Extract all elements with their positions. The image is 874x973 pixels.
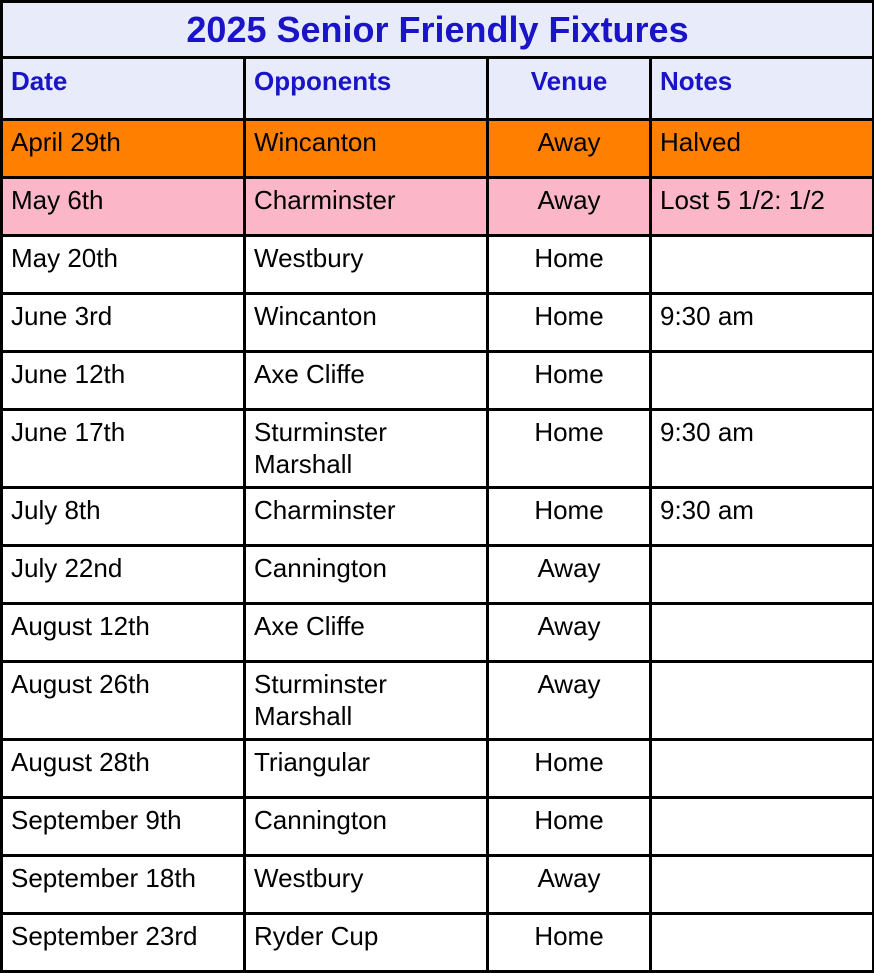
table-row [2,662,874,740]
cell-date: August 12th [2,604,245,662]
cell-opponents: Westbury [245,236,488,294]
cell-opponents: Westbury [245,856,488,914]
cell-notes: Halved [651,120,874,178]
cell-opponents: Cannington [245,546,488,604]
cell-opponents: Charminster [245,488,488,546]
cell-opponents: Wincanton [245,120,488,178]
cell-notes [651,236,874,294]
cell-notes: 9:30 am [651,488,874,546]
cell-date: June 3rd [2,294,245,352]
cell-date: July 8th [2,488,245,546]
header-venue: Venue [488,58,651,120]
cell-date: September 18th [2,856,245,914]
table-title: 2025 Senior Friendly Fixtures [2,2,874,58]
header-notes: Notes [651,58,874,120]
cell-venue: Home [488,488,651,546]
cell-venue: Home [488,798,651,856]
cell-venue: Home [488,352,651,410]
table-row [2,294,874,352]
cell-date: June 17th [2,410,245,488]
table-row [2,178,874,236]
cell-notes [651,352,874,410]
cell-notes: 9:30 am [651,410,874,488]
table-row [2,546,874,604]
cell-venue: Away [488,546,651,604]
table-row [2,120,874,178]
table-row [2,352,874,410]
cell-venue: Home [488,740,651,798]
header-row [2,58,874,120]
table-row [2,604,874,662]
cell-date: June 12th [2,352,245,410]
cell-opponents: Axe Cliffe [245,352,488,410]
cell-notes [651,856,874,914]
cell-venue: Away [488,120,651,178]
header-date: Date [2,58,245,120]
cell-opponents: Ryder Cup [245,914,488,972]
cell-opponents: Sturminster Marshall [245,410,488,488]
cell-notes: 9:30 am [651,294,874,352]
cell-venue: Home [488,236,651,294]
cell-opponents: Axe Cliffe [245,604,488,662]
cell-date: May 6th [2,178,245,236]
cell-venue: Away [488,178,651,236]
table-row [2,798,874,856]
cell-notes [651,740,874,798]
table-row [2,488,874,546]
cell-notes [651,914,874,972]
table-row [2,410,874,488]
cell-date: May 20th [2,236,245,294]
table-row [2,856,874,914]
cell-opponents: Sturminster Marshall [245,662,488,740]
title-row [2,2,874,58]
cell-venue: Home [488,410,651,488]
cell-date: September 23rd [2,914,245,972]
cell-venue: Away [488,856,651,914]
cell-opponents: Triangular [245,740,488,798]
cell-notes [651,662,874,740]
cell-notes [651,604,874,662]
cell-notes [651,546,874,604]
header-opponents: Opponents [245,58,488,120]
cell-notes [651,798,874,856]
cell-date: July 22nd [2,546,245,604]
cell-opponents: Cannington [245,798,488,856]
cell-venue: Home [488,914,651,972]
table-row [2,740,874,798]
cell-date: April 29th [2,120,245,178]
cell-date: August 26th [2,662,245,740]
cell-date: September 9th [2,798,245,856]
cell-date: August 28th [2,740,245,798]
table-row [2,236,874,294]
cell-venue: Away [488,662,651,740]
table-row [2,914,874,972]
cell-opponents: Wincanton [245,294,488,352]
cell-opponents: Charminster [245,178,488,236]
cell-venue: Away [488,604,651,662]
cell-venue: Home [488,294,651,352]
cell-notes: Lost 5 1/2: 1/2 [651,178,874,236]
